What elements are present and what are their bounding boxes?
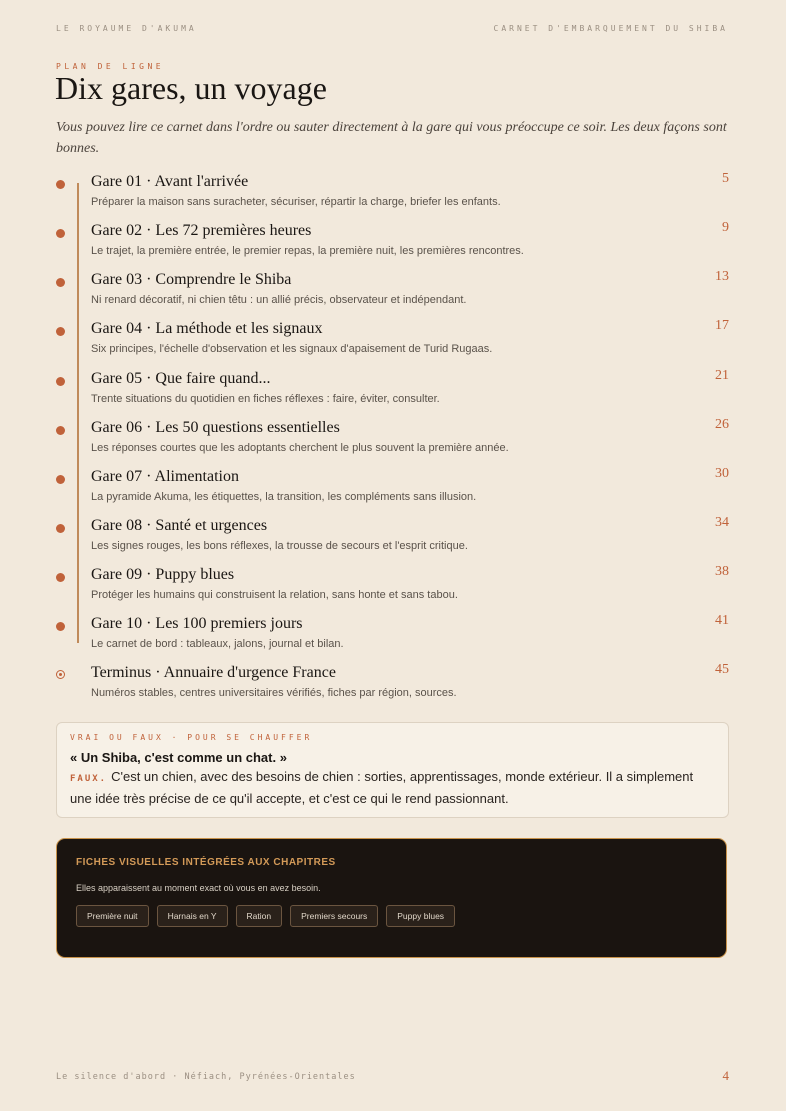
- chip-harnais[interactable]: Harnais en Y: [157, 905, 228, 927]
- toc-title: Terminus · Annuaire d'urgence France: [91, 664, 336, 681]
- toc-page: 17: [715, 318, 729, 333]
- station-dot-icon: [56, 475, 65, 484]
- toc-item[interactable]: [0, 320, 786, 368]
- toc-item[interactable]: [0, 222, 786, 270]
- chip-premiere-nuit[interactable]: Première nuit: [76, 905, 149, 927]
- toc-page: 26: [715, 417, 729, 432]
- toc-page: 38: [715, 564, 729, 579]
- station-dot-icon: [56, 426, 65, 435]
- true-false-quote: « Un Shiba, c'est comme un chat. »: [70, 750, 287, 765]
- station-dot-icon: [56, 524, 65, 533]
- toc-title: Gare 02 · Les 72 premières heures: [91, 222, 312, 239]
- true-false-answer: [70, 767, 708, 809]
- toc-item[interactable]: [0, 419, 786, 467]
- terminus-circle-icon: [56, 670, 65, 679]
- answer-text: C'est un chien, avec des besoins de chien : sorties, apprentissages, monde extérieur. Il a simplement une idée très précise de ce qu'il accepte, et c'est ce qui le rend passionnant.: [70, 769, 694, 806]
- visual-panel-title: FICHES VISUELLES INTÉGRÉES AUX CHAPITRES: [76, 857, 336, 868]
- toc-item[interactable]: [0, 566, 786, 614]
- toc-title: Gare 08 · Santé et urgences: [91, 517, 268, 534]
- true-false-box: [56, 722, 729, 818]
- toc-item[interactable]: [0, 370, 786, 418]
- toc-item[interactable]: [0, 468, 786, 516]
- toc-item[interactable]: [0, 173, 786, 221]
- true-false-label: VRAI OU FAUX · POUR SE CHAUFFER: [70, 733, 313, 742]
- toc-item[interactable]: [0, 517, 786, 565]
- chip-ration[interactable]: Ration: [236, 905, 283, 927]
- toc-item[interactable]: [0, 615, 786, 663]
- toc-title: Gare 01 · Avant l'arrivée: [91, 173, 249, 190]
- toc-page: 21: [715, 368, 729, 383]
- chip-list: [76, 905, 455, 927]
- answer-tag: FAUX.: [70, 774, 108, 784]
- section-label: PLAN DE LIGNE: [56, 62, 165, 71]
- toc-desc: Le trajet, la première entrée, le premier repas, la première nuit, les premières rencontres.: [91, 245, 524, 257]
- toc-title: Gare 09 · Puppy blues: [91, 566, 235, 583]
- footer-text: Le silence d'abord · Néfiach, Pyrénées-Orientales: [56, 1072, 356, 1082]
- toc-desc: Six principes, l'échelle d'observation et les signaux d'apaisement de Turid Rugaas.: [91, 343, 493, 355]
- toc-desc: Préparer la maison sans suracheter, sécuriser, répartir la charge, briefer les enfants.: [91, 196, 501, 208]
- toc-page: 13: [715, 269, 729, 284]
- toc-item-terminus[interactable]: [0, 664, 786, 712]
- toc-desc: Les réponses courtes que les adoptants cherchent le plus souvent la première année.: [91, 442, 509, 454]
- toc-desc: Numéros stables, centres universitaires vérifiés, fiches par région, sources.: [91, 687, 457, 699]
- toc-page: 34: [715, 515, 729, 530]
- station-dot-icon: [56, 622, 65, 631]
- station-dot-icon: [56, 278, 65, 287]
- station-dot-icon: [56, 377, 65, 386]
- header-left: LE ROYAUME D'AKUMA: [56, 24, 197, 33]
- toc-title: Gare 05 · Que faire quand...: [91, 370, 271, 387]
- station-dot-icon: [56, 573, 65, 582]
- toc-page: 9: [722, 220, 729, 235]
- toc-page: 30: [715, 466, 729, 481]
- toc-title: Gare 03 · Comprendre le Shiba: [91, 271, 292, 288]
- toc-desc: Protéger les humains qui construisent la relation, sans honte et sans tabou.: [91, 589, 458, 601]
- toc-desc: La pyramide Akuma, les étiquettes, la transition, les compléments sans illusion.: [91, 491, 477, 503]
- toc-item[interactable]: [0, 271, 786, 319]
- toc-title: Gare 10 · Les 100 premiers jours: [91, 615, 303, 632]
- toc-page: 41: [715, 613, 729, 628]
- chip-puppy-blues[interactable]: Puppy blues: [386, 905, 455, 927]
- station-dot-icon: [56, 229, 65, 238]
- toc-page: 45: [715, 662, 729, 677]
- intro-paragraph: Vous pouvez lire ce carnet dans l'ordre ou sauter directement à la gare qui vous préoccupe ce soir. Les deux façons sont bonnes.: [56, 120, 727, 156]
- toc-desc: Les signes rouges, les bons réflexes, la trousse de secours et l'esprit critique.: [91, 540, 468, 552]
- visual-panel-subtitle: Elles apparaissent au moment exact où vous en avez besoin.: [76, 883, 321, 893]
- toc-desc: Le carnet de bord : tableaux, jalons, journal et bilan.: [91, 638, 344, 650]
- page-number: 4: [722, 1068, 729, 1083]
- toc-desc: Trente situations du quotidien en fiches réflexes : faire, éviter, consulter.: [91, 393, 440, 405]
- toc-title: Gare 04 · La méthode et les signaux: [91, 320, 323, 337]
- page-title: Dix gares, un voyage: [55, 70, 327, 106]
- header-right: CARNET D'EMBARQUEMENT DU SHIBA: [493, 24, 728, 33]
- visual-cards-panel: [56, 838, 727, 958]
- toc-page: 5: [722, 171, 729, 186]
- chip-premiers-secours[interactable]: Premiers secours: [290, 905, 378, 927]
- station-dot-icon: [56, 180, 65, 189]
- toc-title: Gare 07 · Alimentation: [91, 468, 239, 485]
- station-dot-icon: [56, 327, 65, 336]
- toc-desc: Ni renard décoratif, ni chien têtu : un allié précis, observateur et indépendant.: [91, 294, 467, 306]
- toc-title: Gare 06 · Les 50 questions essentielles: [91, 419, 340, 436]
